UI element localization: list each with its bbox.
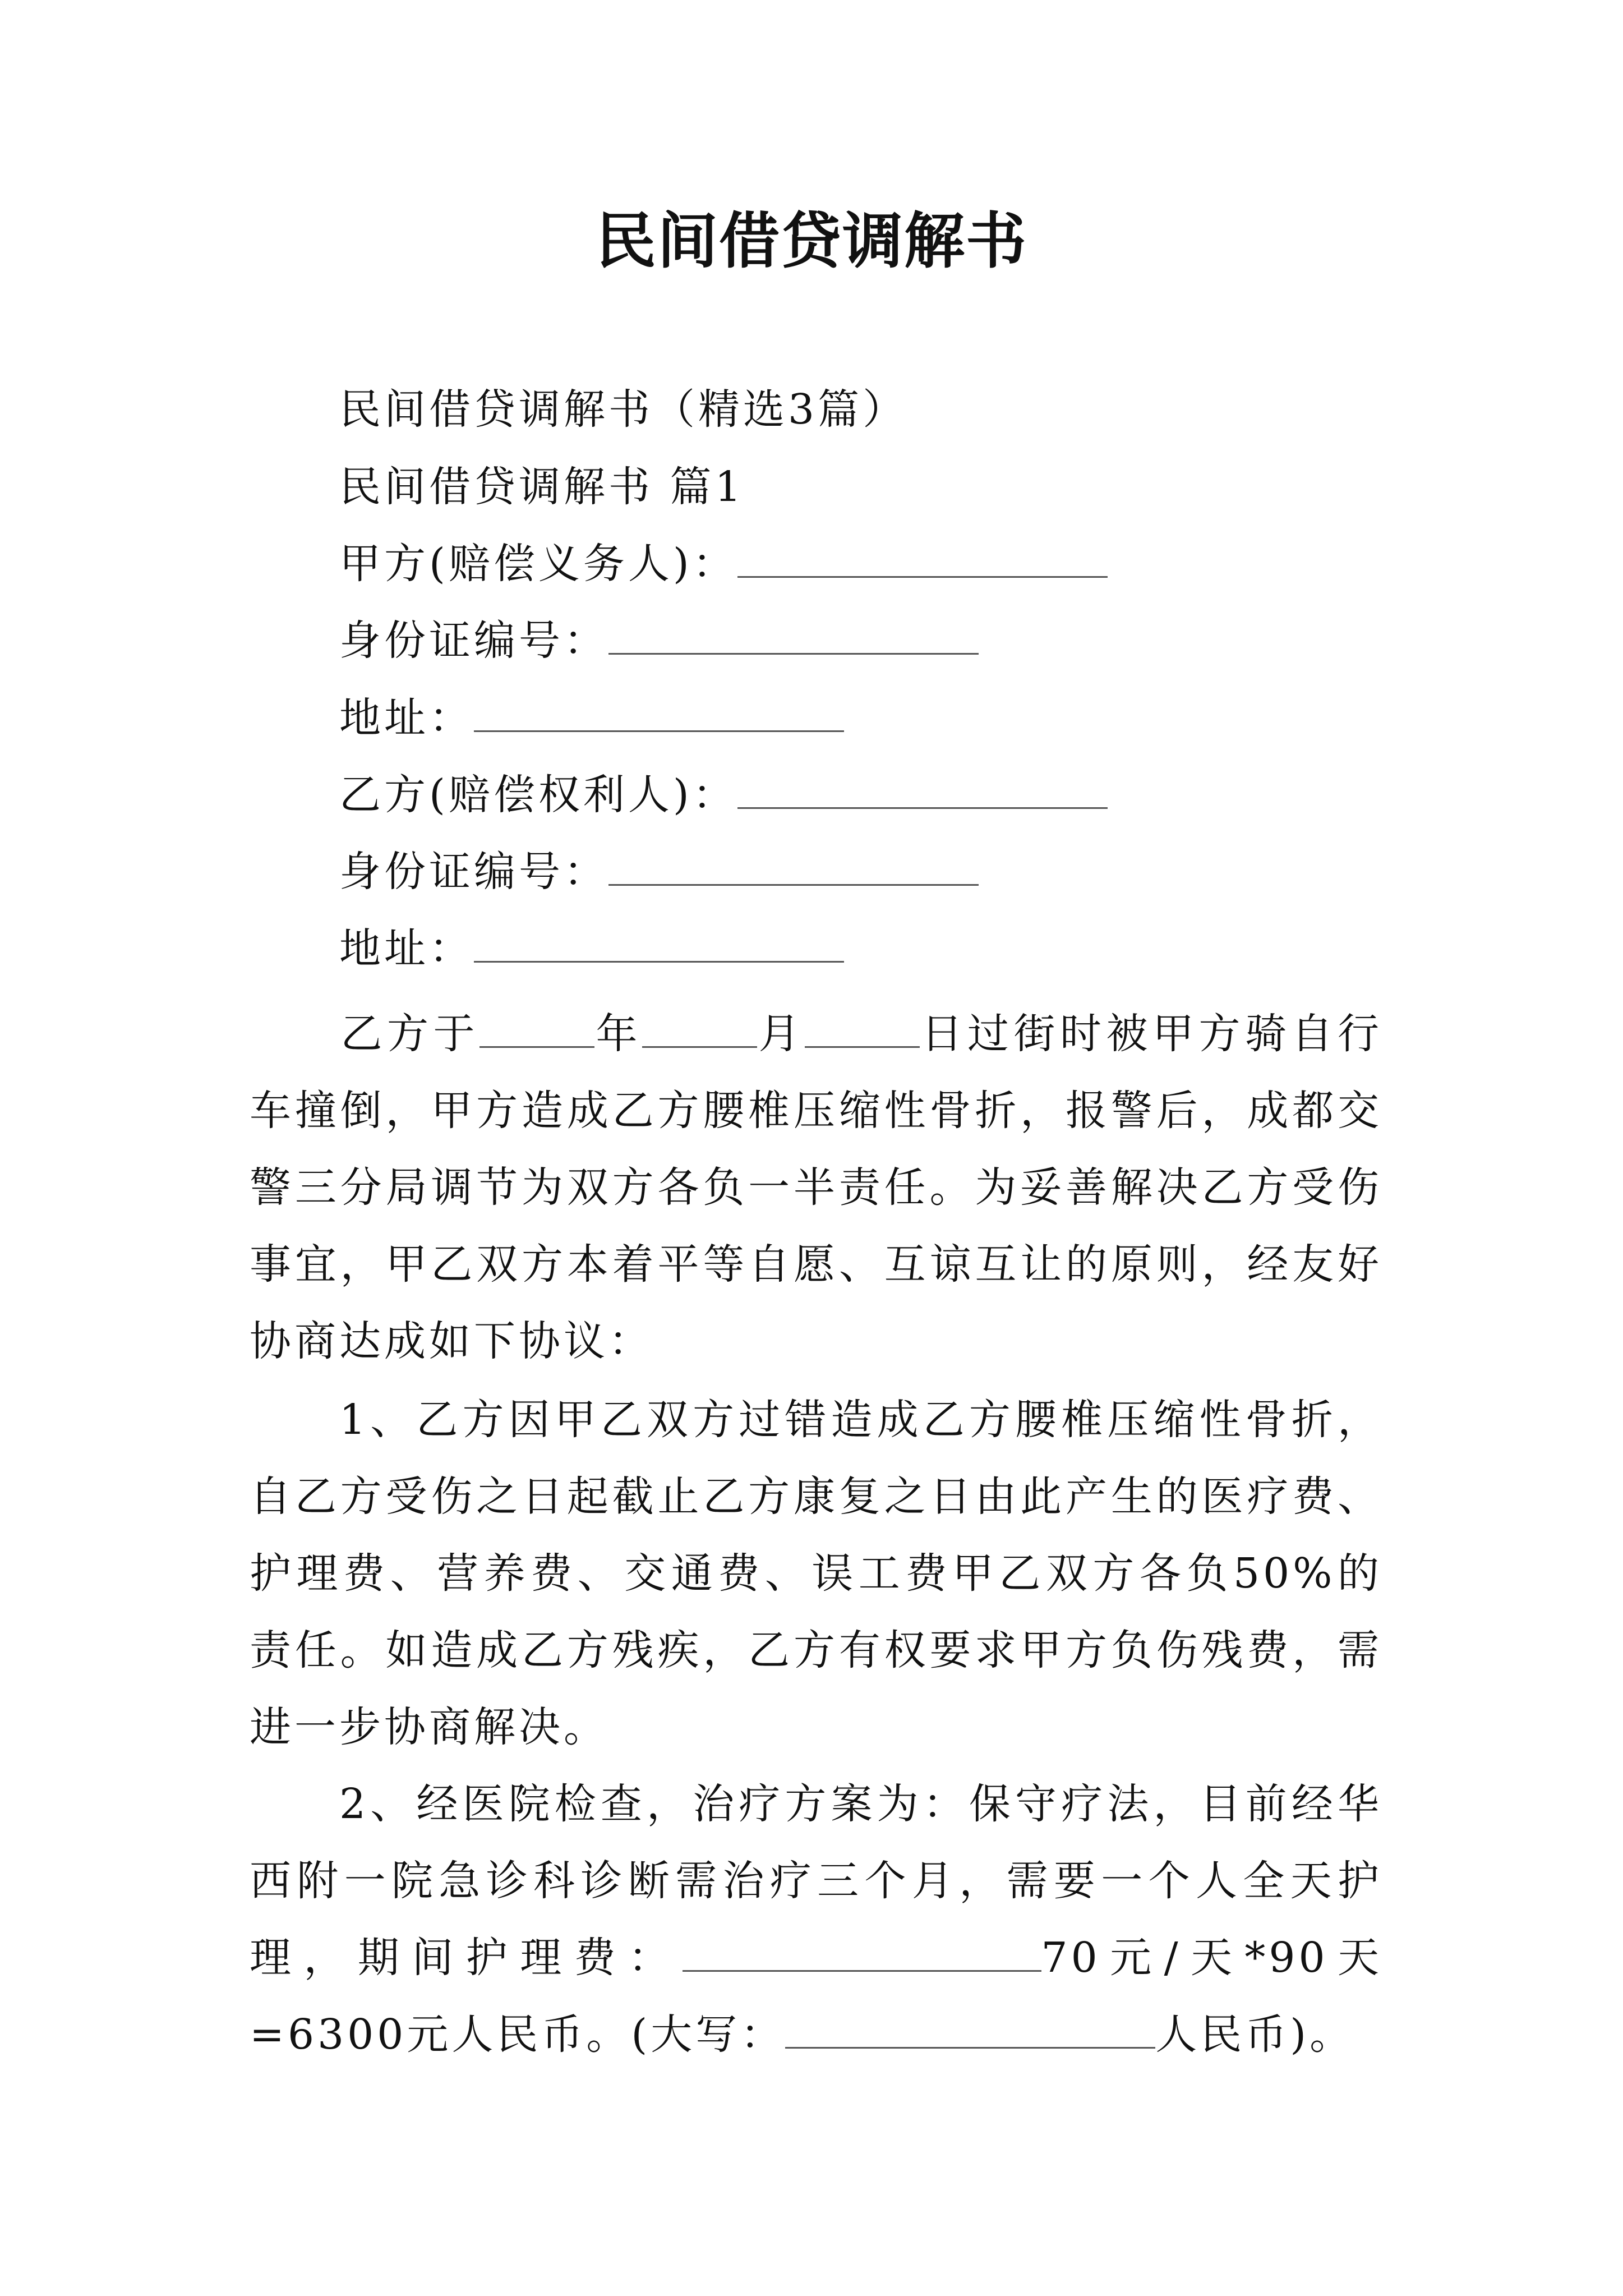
party-b-address-row [339,921,844,977]
incident-text-rest: 日过街时被甲方骑自行车撞倒，甲方造成乙方腰椎压缩性骨折，报警后，成都交警三分局调节为双方各负一半责任。为妥善解决乙方受伤事宜，甲乙双方本着平等自愿、互谅互让的原则，经友好协商达成如下协议： [250,1010,1382,1365]
party-a-blank [737,540,1108,578]
party-b-address-label: 地址： [339,924,474,973]
uppercase-amount-blank [785,2011,1155,2049]
party-b-blank [737,771,1108,809]
clause-2-text-end: 人民币)。 [1155,2010,1355,2059]
clause-2-text-start: 2、经医院检查，治疗方案为：保守疗法，目前经华西附一院急诊科诊断需治疗三个月，需要一个人全天护理，期间护理费： [250,1780,1382,1982]
document-title: 民间借贷调解书 [595,206,1027,277]
month-blank [642,1010,757,1048]
party-a-id-blank [608,617,979,655]
party-a-id-label: 身份证编号： [339,616,608,665]
paragraph-clause-2 [250,1766,1382,2073]
party-a-address-label: 地址： [339,694,474,742]
party-a-label: 甲方(赔偿义务人)： [339,540,737,588]
incident-text-start: 乙方于 [339,1010,479,1058]
subtitle: 民间借贷调解书（精选3篇） [339,385,908,434]
nursing-fee-blank [683,1934,1041,1972]
party-a-id-row [339,613,979,669]
party-b-row [339,767,1108,823]
year-blank [479,1010,594,1048]
year-label: 年 [594,1010,642,1058]
article-heading: 民间借贷调解书 篇1 [339,463,745,511]
party-a-row [339,536,1108,592]
party-a-address-row [339,690,844,746]
party-a-address-blank [474,694,844,732]
day-blank [805,1010,920,1048]
party-b-id-row [339,844,979,900]
paragraph-clause-1 [250,1382,1382,1766]
party-b-id-blank [608,848,979,886]
party-b-label: 乙方(赔偿权利人)： [339,771,737,819]
party-b-address-blank [474,925,844,963]
clause-2-text-middle: 70元/天*90天=6300元人民币。(大写： [250,1934,1382,2059]
clause-1-text: 1、乙方因甲乙双方过错造成乙方腰椎压缩性骨折，自乙方受伤之日起截止乙方康复之日由此产生的医疗费、护理费、营养费、交通费、误工费甲乙双方各负50%的责任。如造成乙方残疾，乙方有权要求甲方负伤残费，需进一步协商解决。 [250,1396,1382,1751]
paragraph-incident [250,996,1382,1380]
month-label: 月 [757,1010,805,1058]
party-b-id-label: 身份证编号： [339,848,608,896]
